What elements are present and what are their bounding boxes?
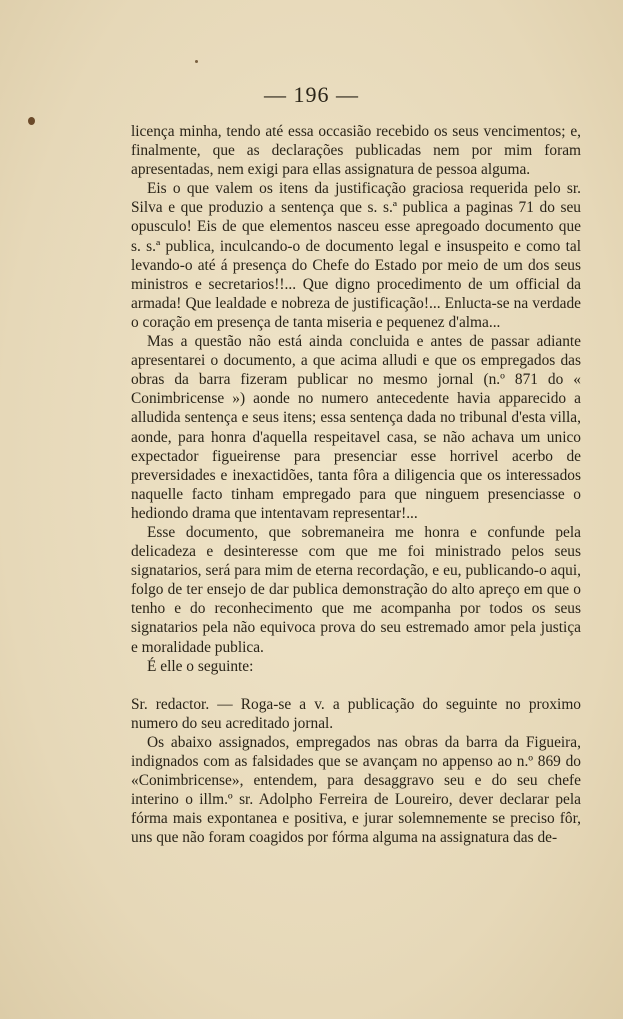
paragraph: Os abaixo assignados, empregados nas obras da barra da Figueira, indignados com as falsidades que se avançam no appenso ao n.º 869 do «Conimbricense», entendem, para desaggravo seu e do seu chefe interino o illm.º sr. Adolpho Ferreira de Loureiro, dever declarar pela fórma mais expontanea e positiva, e jurar solemnemente se preciso fôr, uns que não foram coagidos por fórma alguma na assignatura das de- [131, 733, 581, 847]
ink-spot [28, 117, 35, 125]
body-text [131, 122, 581, 847]
paragraph: licença minha, tendo até essa occasião recebido os seus vencimentos; e, finalmente, que as declarações publicadas nem por mim foram apresentadas, nem exigi para ellas assignatura de pessoa alguma. [131, 123, 581, 179]
paper-speck [195, 60, 198, 63]
letter-salutation: Sr. redactor. — Roga-se a v. a publicação do seguinte no proximo numero do seu acreditado jornal. [131, 695, 581, 732]
paragraph: Mas a questão não está ainda concluida e antes de passar adiante apresentarei o documento, a que acima alludi e que os empregados das obras da barra fizeram publicar no mesmo jornal (n.º 871 do « Conimbricense ») aonde no numero antecedente havia apparecido a alludida sentença e seus itens; essa sentença dada no tribunal d'esta villa, aonde, para honra d'aquella respeitavel casa, se não achava um unico expectador figueirense para presenciar esse horrivel acerbo de preversidades e inexactidões, tanta fôra a diligencia que os interessados naquelle facto tinham empregado para que ninguem presenciasse o hediondo drama que intentavam representar!... [131, 333, 581, 522]
page-number: — 196 — [264, 82, 359, 107]
paragraph: Esse documento, que sobremaneira me honra e confunde pela delicadeza e desinteresse com que me foi ministrado pelos seus signatarios, será para mim de eterna recordação, e eu, publicando-o aqui, folgo de ter ensejo de dar publica demonstração do alto apreço em que o tenho e do reconhecimento que me acompanha por todos os seus signatarios pela não equivoca prova do seu estremado amor pela justiça e moralidade publica. [131, 523, 581, 656]
paragraph: É elle o seguinte: [147, 657, 254, 675]
paragraph: Eis o que valem os itens da justificação graciosa requerida pelo sr. Silva e que produzio a sentença que s. s.ª publica a paginas 71 do seu opusculo! Eis de que elementos nasceu esse apregoado documento que s. s.ª publica, inculcando-o de documento legal e insuspeito e como tal levando-o até á presença do Chefe do Estado por meio de um dos seus ministros e secretarios!!... Que digno procedimento de um official da armada! Que lealdade e nobreza de justificação!... Enlucta-se na verdade o coração em presença de tanta miseria e pequenez d'alma... [131, 180, 581, 331]
